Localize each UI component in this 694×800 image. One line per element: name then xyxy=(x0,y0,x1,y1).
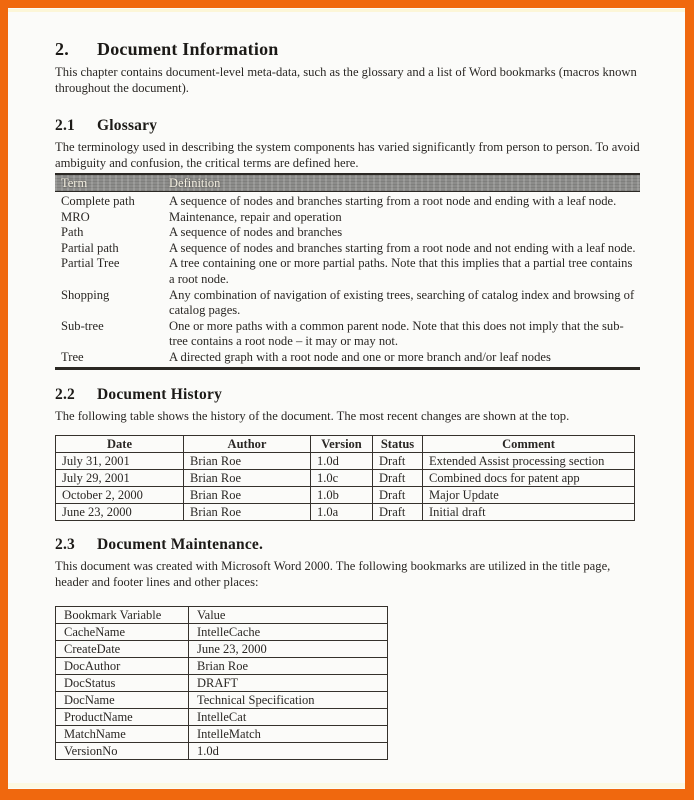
section-title: Document History xyxy=(97,385,223,403)
history-date: July 31, 2001 xyxy=(56,452,184,469)
section-number: 2.1 xyxy=(55,117,75,134)
history-header-version: Version xyxy=(311,435,373,452)
glossary-header-definition: Definition xyxy=(169,176,221,190)
history-header-comment: Comment xyxy=(423,435,635,452)
glossary-definition: Maintenance, repair and operation xyxy=(169,209,342,224)
scan-artifact-line-top xyxy=(8,9,685,12)
glossary-term: Complete path xyxy=(61,194,135,208)
history-date: June 23, 2000 xyxy=(56,503,184,520)
glossary-row xyxy=(55,241,640,257)
glossary-definition: A sequence of nodes and branches starting from a root node and not ending with a leaf node. xyxy=(169,240,636,255)
bookmark-value: Technical Specification xyxy=(189,691,388,708)
history-version: 1.0c xyxy=(311,469,373,486)
history-comment: Major Update xyxy=(423,486,635,503)
glossary-row xyxy=(55,225,640,241)
section-number: 2.3 xyxy=(55,535,75,553)
glossary-definition: A directed graph with a root node and one or more branch and/or leaf nodes xyxy=(169,349,551,364)
section-heading-document-information xyxy=(55,38,640,60)
glossary-definition: A sequence of nodes and branches starting from a root node and ending with a leaf node. xyxy=(169,194,617,208)
history-comment: Initial draft xyxy=(423,503,635,520)
scan-artifact-line-bottom xyxy=(8,783,685,788)
glossary-definition: A tree containing one or more partial paths. Note that this implies that a partial tree contains a root node. xyxy=(169,256,633,286)
glossary-term: MRO xyxy=(61,209,90,224)
glossary-term: Shopping xyxy=(61,287,110,302)
bookmarks-header-row xyxy=(56,606,388,623)
glossary-intro-paragraph: The terminology used in describing the system components has varied significantly from person to person. To avoid ambiguity and confusion, the critical terms are defined here. xyxy=(55,140,640,170)
bookmark-row xyxy=(56,691,388,708)
glossary-row xyxy=(55,194,640,210)
history-row xyxy=(56,452,635,469)
bookmark-value: DRAFT xyxy=(189,674,388,691)
history-status: Draft xyxy=(373,486,423,503)
bookmark-value: IntelleCat xyxy=(189,708,388,725)
bookmark-variable: DocAuthor xyxy=(56,657,189,674)
history-row xyxy=(56,503,635,520)
bookmark-row xyxy=(56,640,388,657)
document-history-table xyxy=(55,435,635,521)
history-intro-paragraph: The following table shows the history of the document. The most recent changes are shown at the top. xyxy=(55,408,570,423)
section-title: Glossary xyxy=(97,117,158,134)
section-heading-glossary xyxy=(55,116,640,135)
glossary-row xyxy=(55,350,640,366)
history-author: Brian Roe xyxy=(184,452,311,469)
bookmark-row xyxy=(56,708,388,725)
glossary-table-header xyxy=(55,173,640,192)
bookmark-row xyxy=(56,657,388,674)
section-heading-document-history xyxy=(55,385,640,404)
glossary-table xyxy=(55,173,640,370)
glossary-definition: One or more paths with a common parent node. Note that this does not imply that the sub-tree contains a root node – it may or may not. xyxy=(169,318,624,349)
section-heading-document-maintenance xyxy=(55,535,640,554)
bookmark-value: Brian Roe xyxy=(189,657,388,674)
glossary-row xyxy=(55,256,640,287)
history-comment: Extended Assist processing section xyxy=(423,452,635,469)
section-number: 2.2 xyxy=(55,385,75,403)
bookmark-row xyxy=(56,623,388,640)
bookmark-value: IntelleCache xyxy=(189,623,388,640)
bookmark-variable: MatchName xyxy=(56,725,189,742)
history-date: October 2, 2000 xyxy=(56,486,184,503)
glossary-definition: Any combination of navigation of existing trees, searching of catalog index and browsing of catalog pages. xyxy=(169,287,635,318)
document-information-paragraph: This chapter contains document-level meta-data, such as the glossary and a list of Word bookmarks (macros known throughout the document). xyxy=(55,65,637,95)
bookmark-value: June 23, 2000 xyxy=(189,640,388,657)
glossary-table-body xyxy=(55,192,640,367)
glossary-term: Path xyxy=(61,225,84,240)
bookmark-variable: DocName xyxy=(56,691,189,708)
history-header-date: Date xyxy=(56,435,184,452)
bookmarks-header-value: Value xyxy=(189,606,388,623)
history-header-row xyxy=(56,435,635,452)
glossary-term: Sub-tree xyxy=(61,318,104,333)
history-version: 1.0a xyxy=(311,503,373,520)
history-row xyxy=(56,469,635,486)
bookmark-variable: DocStatus xyxy=(56,674,189,691)
history-version: 1.0d xyxy=(311,452,373,469)
glossary-definition: A sequence of nodes and branches xyxy=(169,225,343,240)
history-status: Draft xyxy=(373,469,423,486)
glossary-row xyxy=(55,288,640,319)
section-title: Document Maintenance. xyxy=(97,535,264,553)
glossary-row xyxy=(55,319,640,350)
bookmark-variable: CacheName xyxy=(56,623,189,640)
section-title: Document Information xyxy=(97,39,279,59)
maintenance-intro-paragraph: This document was created with Microsoft Word 2000. The following bookmarks are utilized in the title page, header and footer lines and other places: xyxy=(55,558,611,589)
history-row xyxy=(56,486,635,503)
history-header-status: Status xyxy=(373,435,423,452)
history-version: 1.0b xyxy=(311,486,373,503)
bookmarks-header-variable: Bookmark Variable xyxy=(56,606,189,623)
bookmark-variable: CreateDate xyxy=(56,640,189,657)
bookmarks-table xyxy=(55,606,388,760)
bookmark-value: 1.0d xyxy=(189,742,388,759)
history-author: Brian Roe xyxy=(184,503,311,520)
history-author: Brian Roe xyxy=(184,469,311,486)
glossary-term: Tree xyxy=(61,349,84,364)
glossary-term: Partial path xyxy=(61,240,119,255)
history-comment: Combined docs for patent app xyxy=(423,469,635,486)
glossary-header-term: Term xyxy=(61,176,88,190)
section-number: 2. xyxy=(55,39,69,59)
bookmark-row xyxy=(56,742,388,759)
history-header-author: Author xyxy=(184,435,311,452)
bookmark-variable: ProductName xyxy=(56,708,189,725)
history-status: Draft xyxy=(373,503,423,520)
glossary-row xyxy=(55,210,640,226)
history-author: Brian Roe xyxy=(184,486,311,503)
glossary-term: Partial Tree xyxy=(61,256,120,271)
bookmark-value: IntelleMatch xyxy=(189,725,388,742)
bookmark-row xyxy=(56,674,388,691)
history-date: July 29, 2001 xyxy=(56,469,184,486)
document-content xyxy=(8,8,685,760)
history-status: Draft xyxy=(373,452,423,469)
bookmark-row xyxy=(56,725,388,742)
bookmark-variable: VersionNo xyxy=(56,742,189,759)
